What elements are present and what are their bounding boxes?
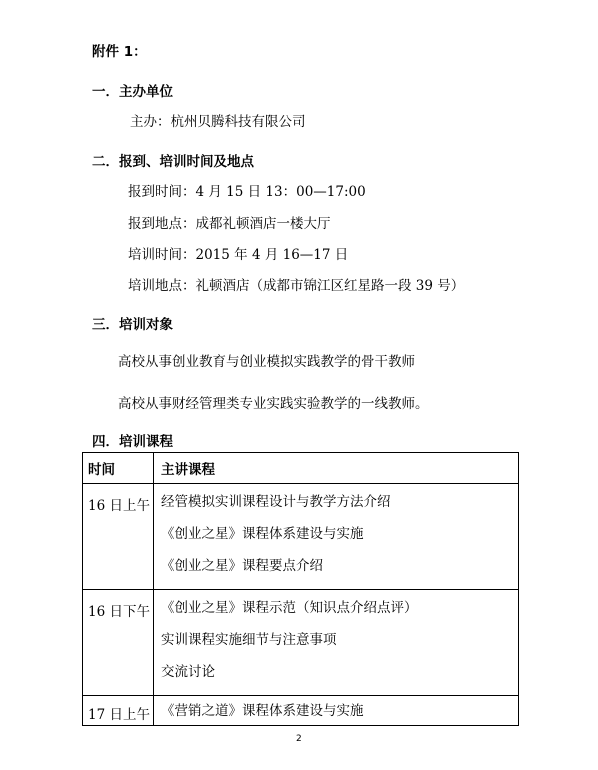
row-courses bbox=[154, 484, 519, 590]
row-courses bbox=[154, 696, 519, 726]
checkin-time: 报到时间：4 月 15 日 13：00—17:00 bbox=[128, 184, 366, 200]
header-course: 主讲课程 bbox=[154, 453, 519, 484]
header-time: 时间 bbox=[83, 453, 154, 484]
course-item: 实训课程实施细节与注意事项 bbox=[161, 632, 337, 648]
course-item: 交流讨论 bbox=[161, 664, 215, 680]
training-location: 培训地点：礼顿酒店（成都市锦江区红星路一段 39 号） bbox=[128, 278, 465, 294]
section-heading-schedule: 二．报到、培训时间及地点 bbox=[92, 154, 254, 170]
table-row bbox=[83, 696, 519, 726]
organizer-line: 主办：杭州贝腾科技有限公司 bbox=[130, 114, 306, 130]
row-time: 16 日上午 bbox=[83, 484, 154, 590]
course-table bbox=[82, 452, 519, 726]
training-time: 培训时间：2015 年 4 月 16—17 日 bbox=[128, 247, 349, 263]
course-item: 《创业之星》课程要点介绍 bbox=[161, 558, 323, 574]
checkin-location: 报到地点：成都礼顿酒店一楼大厅 bbox=[128, 216, 331, 232]
table-row bbox=[83, 590, 519, 696]
course-item: 经管模拟实训课程设计与教学方法介绍 bbox=[161, 494, 391, 510]
table-row bbox=[83, 484, 519, 590]
audience-line-1: 高校从事创业教育与创业模拟实践教学的骨干教师 bbox=[118, 354, 415, 370]
table-header-row bbox=[83, 453, 519, 484]
course-item: 《创业之星》课程示范（知识点介绍点评） bbox=[161, 600, 418, 616]
section-heading-courses: 四．培训课程 bbox=[92, 434, 173, 450]
section-heading-organizer: 一．主办单位 bbox=[92, 84, 173, 100]
attachment-label: 附件 1： bbox=[92, 44, 147, 60]
page-number: 2 bbox=[296, 734, 302, 744]
section-heading-audience: 三．培训对象 bbox=[92, 317, 173, 333]
audience-line-2: 高校从事财经管理类专业实践实验教学的一线教师。 bbox=[118, 396, 429, 412]
course-item: 《营销之道》课程体系建设与实施 bbox=[161, 703, 364, 719]
row-courses bbox=[154, 590, 519, 696]
course-item: 《创业之星》课程体系建设与实施 bbox=[161, 526, 364, 542]
row-time: 16 日下午 bbox=[83, 590, 154, 696]
row-time: 17 日上午 bbox=[83, 696, 154, 726]
